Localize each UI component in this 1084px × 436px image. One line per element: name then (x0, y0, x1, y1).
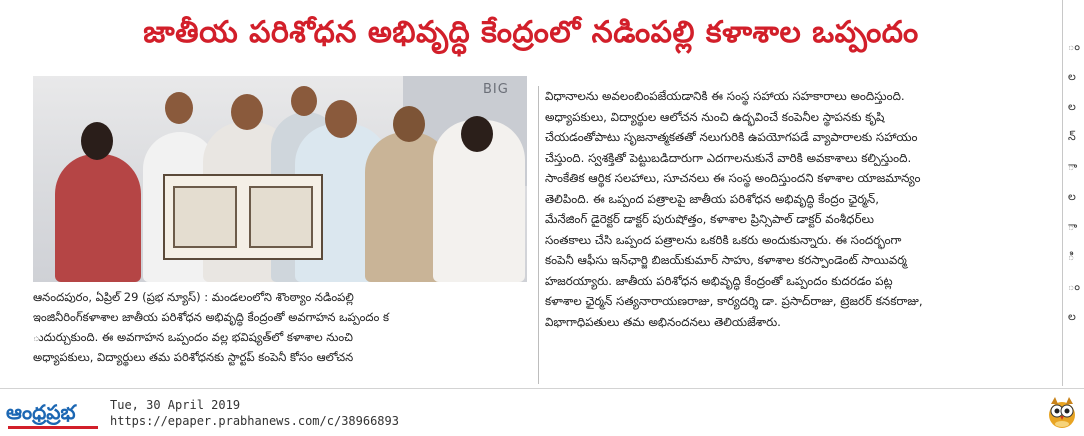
person-3-head (231, 94, 263, 130)
body-line: చేయడంతోపాటు సృజనాత్మకతతో నలుగురికి ఉపయోగపడే వ్యాపారాలకు సహాయం (545, 130, 918, 144)
body-line: విభాగాధిపతులు తమ అభినందనలు తెలియజేశారు. (545, 314, 781, 329)
body-line: అధ్యాపకులు, విద్యార్థుల ఆలోచన నుంచి ఉద్భవించే కంపెనీల స్థాపనకు కృషి (545, 109, 885, 124)
strip-glyph: ల (1068, 190, 1076, 203)
person-2-head (165, 92, 193, 124)
publish-date: Tue, 30 April 2019 (110, 398, 241, 412)
person-6-head (393, 106, 425, 142)
body-line: చేస్తుంది. స్వశక్తితో పెట్టుబడిదారుగా ఎదగాలనుకునే వారికి అవకాశాలు కల్పిస్తుంది. (545, 150, 912, 165)
strip-glyph: ా (1068, 160, 1078, 173)
footer-bar (0, 388, 1084, 436)
news-photo (33, 76, 527, 282)
headline: జాతీయ పరిశోధన అభివృద్ధి కేంద్రంలో నడింపల్లి కళాశాల ఒప్పందం (143, 15, 919, 50)
strip-glyph: ల (1068, 310, 1076, 323)
article-body (545, 86, 1050, 332)
column-divider (538, 86, 539, 384)
person-1 (55, 154, 141, 282)
strip-glyph: ం (1068, 40, 1080, 53)
logo-underline (8, 426, 98, 429)
logo-text: ఆంధ్రప్రభ (6, 400, 76, 424)
body-line: కళాశాల ఛైర్మన్ సత్యనారాయణరాజు, కార్యదర్శి డా. ప్రసాద్‌రాజు, ట్రెజరర్ కనకరాజు, (545, 294, 923, 308)
caption-line: ఇంజినీరింగ్‌కళాశాల జాతీయ పరిశోధన అభివృద్ధి కేంద్రంతో అవగాహన ఒప్పందం క (33, 310, 390, 324)
strip-glyph: ల (1068, 100, 1076, 113)
caption-line: ఆనందపురం, ఏప్రిల్ 29 (ప్రభ న్యూస్) : మండలంలోని శొంఠ్యాం నడింపల్లి (33, 290, 354, 304)
strip-glyph: ా (1068, 220, 1078, 233)
footer-meta (110, 397, 399, 429)
adjacent-column-strip (1062, 0, 1084, 386)
caption-text (33, 287, 535, 367)
person-7-head (461, 116, 493, 152)
body-line: హజరయ్యారు. జాతీయ పరిశోధన అభివృద్ధి కేంద్రంతో ఒప్పందం కుదరడం పట్ల (545, 273, 893, 288)
owl-icon (1046, 395, 1078, 429)
person-4-head (291, 86, 317, 116)
caption-line: ుదుర్చుకుంది. ఈ అవగాహన ఒప్పందం వల్ల భవిష్యత్‌లో కళాశాల నుంచి (33, 330, 353, 344)
body-line: మేనేజింగ్ డైరెక్టర్ డాక్టర్ పురుషోత్తం, కళాశాల ప్రిన్సిపాల్ డాక్టర్ వంశీధర్‌లు (545, 212, 874, 226)
strip-glyph: న్ (1068, 130, 1076, 143)
article-url[interactable]: https://epaper.prabhanews.com/c/38966893 (110, 414, 399, 428)
caption-line: అధ్యాపకులు, విద్యార్థులు తమ పరిశోధనకు స్టార్టప్ కంపెనీ కోసం ఆలోచన (33, 350, 354, 364)
body-line: విధానాలను అవలంబింపజేయడానికి ఈ సంస్థ సహాయ సహకారాలు అందిస్తుంది. (545, 89, 905, 103)
body-line: సాంకేతిక ఆర్థిక సలహాలు, సూచనలు ఈ సంస్థ అందిస్తుందని కళాశాల యాజమాన్యం (545, 171, 921, 185)
agreement-certificate (163, 174, 323, 260)
strip-glyph: ల (1068, 70, 1076, 83)
strip-glyph: ి (1068, 250, 1075, 263)
person-5-head (325, 100, 357, 138)
body-line: సంతకాలు చేసి ఒప్పంద పత్రాలను ఒకరికి ఒకరు అందుకున్నారు. ఈ సందర్భంగా (545, 232, 902, 247)
body-line: కంపెనీ ఆఫీసు ఇన్‌ఛార్జి బిజయ్‌కుమార్ సాహు, కళాశాల కరస్పాండెంట్ సాయివర్మ (545, 253, 907, 267)
strip-glyph: ం (1068, 280, 1080, 293)
photo-banner-text: BIG (483, 82, 509, 97)
body-line: తెలిపింది. ఈ ఒప్పంద పత్రాలపై జాతీయ పరిశోధన అభివృద్ధి కేంద్రం ఛైర్మన్, (545, 191, 879, 206)
publisher-logo[interactable] (6, 395, 102, 429)
person-1-head (81, 122, 113, 160)
